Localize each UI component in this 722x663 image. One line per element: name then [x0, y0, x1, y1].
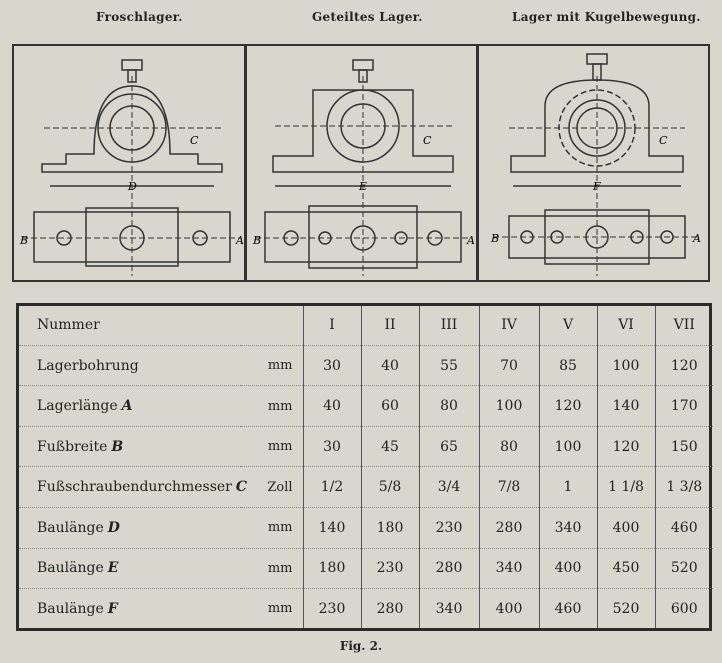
geteiltes-lager-drawing-svg	[247, 46, 480, 284]
dim-label-c: C	[659, 134, 668, 147]
table-cell: 450	[597, 548, 655, 589]
froschlager-drawing-svg	[14, 46, 248, 284]
row-label-cell	[19, 386, 241, 427]
row-unit: Zoll	[241, 467, 303, 508]
table-cell: 80	[479, 426, 539, 467]
table-cell: 340	[539, 508, 597, 549]
row-label-cell	[19, 548, 241, 589]
table-cell: 340	[419, 589, 479, 628]
row-unit: mm	[241, 345, 303, 386]
column-header: II	[361, 306, 419, 345]
table-cell: 45	[361, 426, 419, 467]
row-symbol: A	[121, 398, 133, 415]
row-unit: mm	[241, 386, 303, 427]
table-cell: 170	[655, 386, 713, 427]
table-cell: 100	[539, 426, 597, 467]
table-cell: 40	[361, 345, 419, 386]
table-cell: 140	[303, 508, 361, 549]
row-unit: mm	[241, 548, 303, 589]
row-label-cell	[19, 467, 248, 508]
table-cell: 65	[419, 426, 479, 467]
row-label: Lagerlänge	[37, 398, 118, 415]
table-cell: 460	[539, 589, 597, 628]
dim-label-b: B	[253, 234, 262, 247]
table-cell: 180	[361, 508, 419, 549]
ball-race-circle	[559, 90, 635, 166]
table-row	[19, 548, 713, 589]
table-cell: 40	[303, 386, 361, 427]
table-cell: 180	[303, 548, 361, 589]
lubricator-cap	[122, 60, 142, 70]
table-row	[19, 426, 713, 467]
row-label: Baulänge	[37, 560, 104, 577]
column-header: IV	[479, 306, 539, 345]
dim-label-f: F	[593, 180, 601, 193]
table-cell: 5/8	[361, 467, 419, 508]
table-cell: 60	[361, 386, 419, 427]
row-label: Lagerbohrung	[37, 357, 139, 374]
table-cell: 400	[539, 548, 597, 589]
drawing-froschlager	[12, 44, 246, 282]
row-label: Fußbreite	[37, 438, 108, 455]
row-label-cell	[19, 508, 241, 549]
table-cell: 1 3/8	[655, 467, 713, 508]
table-cell: 340	[479, 548, 539, 589]
foot-plan-outline	[265, 212, 461, 262]
table-cell: 30	[303, 426, 361, 467]
table-cell: 400	[479, 589, 539, 628]
table-cell: 1 1/8	[597, 467, 655, 508]
table-cell: 120	[655, 345, 713, 386]
column-header: I	[303, 306, 361, 345]
dim-label-a: A	[236, 234, 244, 247]
foot-plan-outline	[34, 212, 230, 262]
column-header: III	[419, 306, 479, 345]
column-header: VI	[597, 306, 655, 345]
column-header: VII	[655, 306, 713, 345]
table-cell: 100	[479, 386, 539, 427]
row-unit: mm	[267, 601, 293, 617]
table-cell: 400	[597, 508, 655, 549]
dim-label-c: C	[190, 134, 199, 147]
table-cell: 520	[655, 548, 713, 589]
header-label: Nummer	[19, 306, 303, 345]
table-cell: 460	[655, 508, 713, 549]
caption-kugellager: Lager mit Kugelbewegung.	[512, 10, 701, 24]
lubricator-cap	[587, 54, 607, 64]
row-label: Baulänge	[37, 600, 104, 617]
table-cell: 1/2	[303, 467, 361, 508]
table-cell: 55	[419, 345, 479, 386]
table-row	[19, 386, 713, 427]
table-cell: 230	[303, 589, 361, 628]
table-cell: 1	[539, 467, 597, 508]
dim-label-a: A	[693, 232, 701, 245]
table-header-row	[19, 306, 713, 345]
table-cell: 85	[539, 345, 597, 386]
row-symbol: B	[111, 438, 124, 455]
lubricator-cap	[353, 60, 373, 70]
row-label-cell	[19, 345, 241, 386]
figure-caption: Fig. 2.	[339, 639, 383, 653]
table-body	[19, 306, 713, 628]
table-cell: 280	[419, 548, 479, 589]
table-cell: 7/8	[479, 467, 539, 508]
table-cell: 600	[655, 589, 713, 628]
table-cell: 120	[597, 426, 655, 467]
row-label: Baulänge	[37, 519, 104, 536]
caption-geteiltes-lager: Geteiltes Lager.	[312, 10, 423, 24]
dim-label-b: B	[20, 234, 29, 247]
dim-label-e: E	[359, 180, 368, 193]
table-cell: 30	[303, 345, 361, 386]
drawing-geteiltes-lager	[245, 44, 478, 282]
table-row	[19, 467, 713, 508]
table-cell: 280	[361, 589, 419, 628]
table-cell: 120	[539, 386, 597, 427]
row-symbol: E	[107, 560, 119, 577]
table-cell: 150	[655, 426, 713, 467]
dim-label-a: A	[467, 234, 475, 247]
table-cell: 230	[361, 548, 419, 589]
table-cell: 520	[597, 589, 655, 628]
dimension-table	[16, 303, 712, 631]
row-symbol: F	[107, 600, 118, 617]
table-cell: 70	[479, 345, 539, 386]
row-symbol: D	[107, 519, 120, 536]
row-unit: mm	[241, 508, 303, 549]
table-cell: 140	[597, 386, 655, 427]
table-row	[19, 508, 713, 549]
dim-label-c: C	[423, 134, 432, 147]
table-cell: 80	[419, 386, 479, 427]
row-label-cell	[19, 589, 241, 628]
caption-froschlager: Froschlager.	[96, 10, 183, 24]
table-cell: 230	[419, 508, 479, 549]
table-cell: 3/4	[419, 467, 479, 508]
row-label: Fußschraubendurchmesser	[37, 479, 232, 496]
drawing-kugellager	[477, 44, 710, 282]
kugellager-drawing-svg	[479, 46, 712, 284]
row-unit: mm	[241, 426, 303, 467]
dim-label-d: D	[128, 180, 137, 193]
table-row	[19, 345, 713, 386]
column-header: V	[539, 306, 597, 345]
row-label-cell	[19, 426, 241, 467]
table-cell: 100	[597, 345, 655, 386]
dim-label-b: B	[491, 232, 500, 245]
row-symbol: C	[235, 479, 248, 496]
table-row	[19, 589, 713, 628]
table-cell: 280	[479, 508, 539, 549]
